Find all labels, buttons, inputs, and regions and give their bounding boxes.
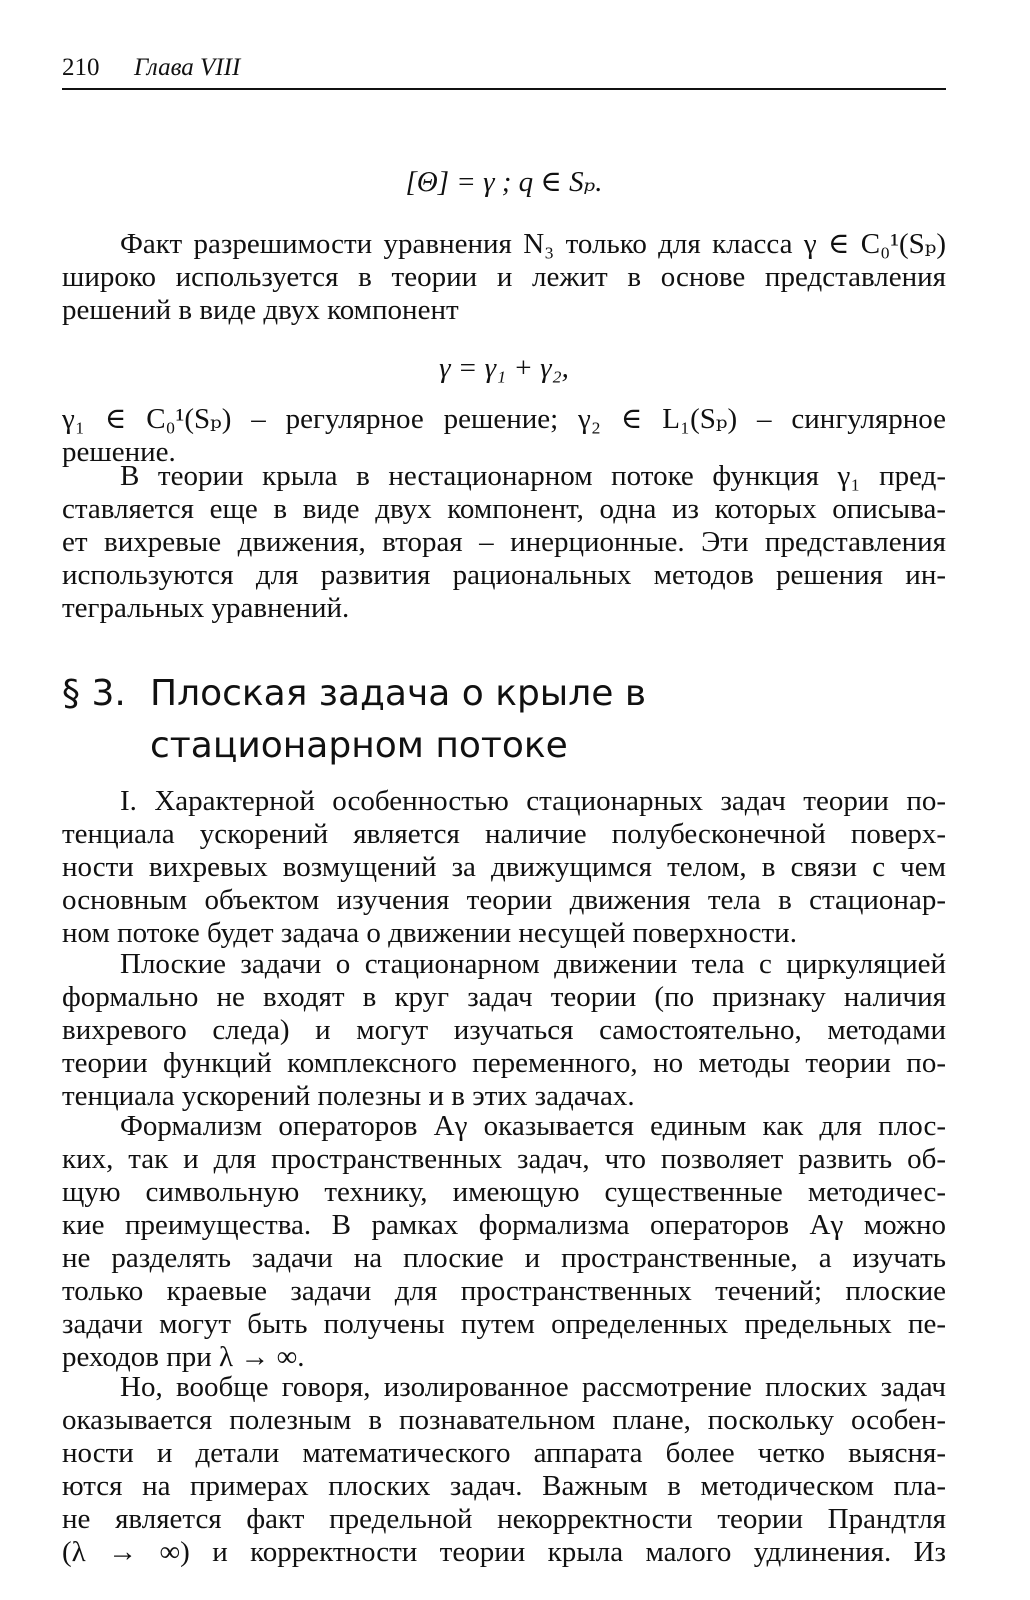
text-line: задачи могут быть получены путем определенных предельных пе-	[62, 1308, 946, 1340]
text-line: Формализм операторов Aγ оказывается единым как для плос-	[120, 1110, 946, 1142]
text-line: Плоские задачи о стационарном движении тела с циркуляцией	[120, 948, 946, 980]
text-line: тенциала ускорений полезны и в этих задачах.	[62, 1080, 635, 1112]
paragraph-steady-problems	[62, 785, 946, 950]
section-title-line: стационарном потоке	[150, 725, 568, 766]
paragraph-plane-problems	[62, 948, 946, 1113]
text-line: Но, вообще говоря, изолированное рассмотрение плоских задач	[120, 1371, 946, 1403]
text-line: I. Характерной особенностью стационарных задач теории по-	[120, 785, 946, 817]
text-line: реходов при λ → ∞.	[62, 1341, 305, 1373]
text-line: В теории крыла в нестационарном потоке функция γ₁ пред-	[120, 460, 946, 492]
text-line: тенциала ускорений является наличие полубесконечной поверх-	[62, 818, 946, 850]
running-header	[62, 52, 946, 90]
equation-boundary-condition: [Θ] = γ ; q ∈ Sₚ.	[405, 166, 603, 198]
text-line: формально не входят в круг задач теории (по признаку наличия	[62, 981, 946, 1013]
text-line: только краевые задачи для пространственных течений; плоские	[62, 1275, 946, 1307]
text-line: ности и детали математического аппарата более четко выясня-	[62, 1437, 946, 1469]
text-line: ются на примерах плоских задач. Важным в методическом пла-	[62, 1470, 946, 1502]
paragraph-solvability	[62, 228, 946, 327]
section-title	[150, 668, 950, 772]
text-line: решение.	[62, 436, 176, 468]
text-line: ет вихревые движения, вторая – инерционные. Эти представления	[62, 526, 946, 558]
text-line: ких, так и для пространственных задач, что позволяет развить об-	[62, 1143, 946, 1175]
text-line: Факт разрешимости уравнения N₃ только для класса γ ∈ C₀¹(Sₚ)	[120, 228, 946, 260]
paragraph-operator-formalism	[62, 1110, 946, 1374]
text-line: не разделять задачи на плоские и пространственные, а изучать	[62, 1242, 946, 1274]
text-line: щую символьную технику, имеющую существенные методичес-	[62, 1176, 946, 1208]
text-line: тегральных уравнений.	[62, 592, 350, 624]
text-line: ности вихревых возмущений за движущимся телом, в связи с чем	[62, 851, 946, 883]
page-number: 210	[62, 54, 100, 81]
text-line: кие преимущества. В рамках формализма операторов Aγ можно	[62, 1209, 946, 1241]
text-line: (λ → ∞) и корректности теории крыла малого удлинения. Из	[62, 1536, 946, 1568]
text-line: вихревого следа) и могут изучаться самостоятельно, методами	[62, 1014, 946, 1046]
section-number: § 3.	[62, 673, 126, 714]
section-heading	[62, 668, 946, 778]
equation-gamma-split: γ = γ₁ + γ₂,	[439, 352, 569, 384]
section-title-line: Плоская задача о крыле в	[150, 673, 647, 714]
text-line: не является факт предельной некорректности теории Прандтля	[62, 1503, 946, 1535]
text-line: используются для развития рациональных методов решения ин-	[62, 559, 946, 591]
text-line: ном потоке будет задача о движении несущей поверхности.	[62, 917, 797, 949]
text-line: ставляется еще в виде двух компонент, одна из которых описыва-	[62, 493, 946, 525]
text-line: широко используется в теории и лежит в основе представления	[62, 261, 946, 293]
paragraph-unsteady-wing	[62, 460, 946, 625]
text-line: решений в виде двух компонент	[62, 294, 459, 326]
text-line: оказывается полезным в познавательном плане, поскольку особен-	[62, 1404, 946, 1436]
chapter-title: Глава VIII	[134, 54, 241, 81]
paragraph-isolated-plane	[62, 1371, 946, 1569]
text-line: основным объектом изучения теории движения тела в стационар-	[62, 884, 946, 916]
text-line: γ₁ ∈ C₀¹(Sₚ) – регулярное решение; γ₂ ∈ L₁(Sₚ) – сингулярное	[62, 403, 946, 435]
text-line: теории функций комплексного переменного, но методы теории по-	[62, 1047, 946, 1079]
